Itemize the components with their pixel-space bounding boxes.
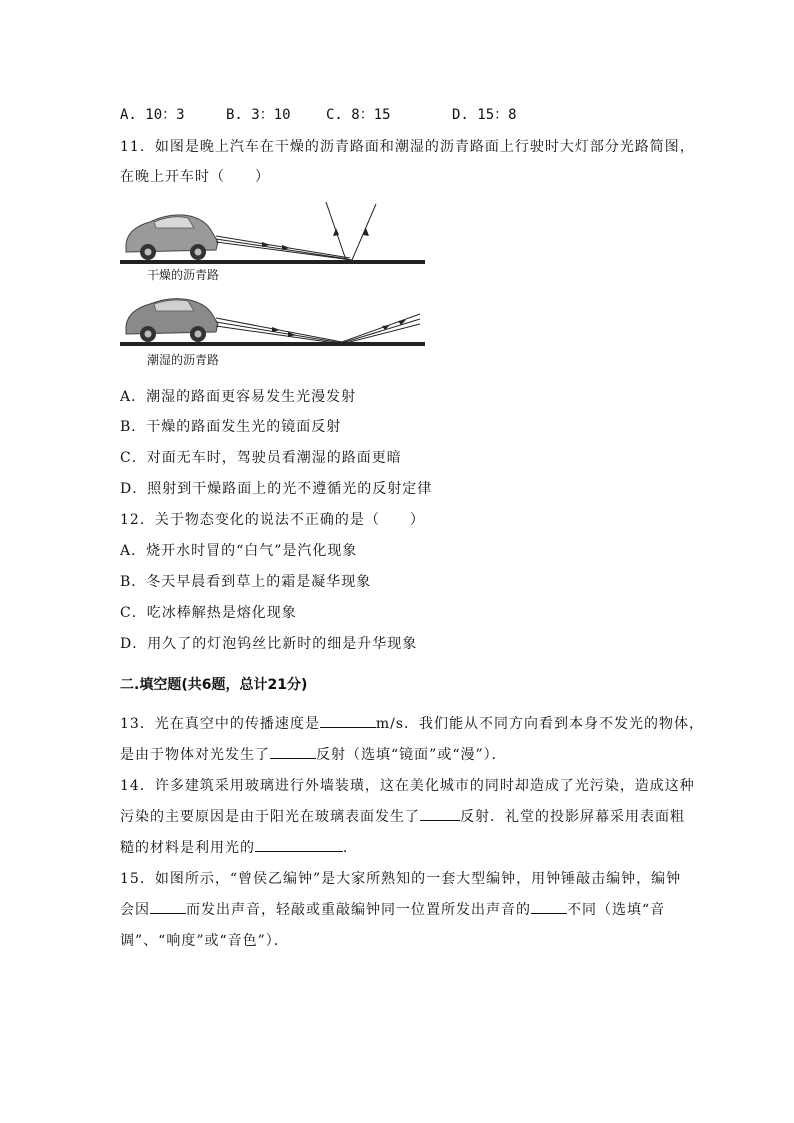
q14-text-1: 污染的主要原因是由于阳光在玻璃表面发生了 [120, 809, 420, 825]
car-icon [126, 215, 218, 260]
q11-stem-line1: 11．如图是晚上汽车在干燥的沥青路面和潮湿的沥青路面上行驶时大灯部分光路简图， [120, 139, 695, 155]
q13-blank-2 [270, 744, 316, 759]
q15-blank-1 [150, 899, 186, 914]
light-rays [216, 202, 376, 260]
q13-text-2: m/s．我们能从不同方向看到本身不发光的物体， [375, 716, 705, 732]
q14-blank-2 [255, 837, 343, 852]
q14-text-2: 反射．礼堂的投影屏幕采用表面粗 [460, 809, 685, 825]
q12-option-b: B．冬天早晨看到草上的霜是凝华现象 [120, 574, 372, 590]
q15-blank-2 [531, 899, 567, 914]
wet-road-diagram [120, 292, 430, 352]
wet-road-figure [120, 292, 430, 352]
q11-option-c: C．对面无车时，驾驶员看潮湿的路面更暗 [120, 450, 402, 466]
q12-option-c: C．吃冰棒解热是熔化现象 [120, 605, 297, 621]
q15-line2 [120, 899, 665, 919]
q15-text-2: 而发出声音，轻敲或重敲编钟同一位置所发出声音的 [186, 902, 531, 918]
q15-line3: 调”、“响度”或“音色”）． [120, 933, 289, 949]
q13-text-1: 13．光在真空中的传播速度是 [120, 716, 320, 732]
q14-line3 [120, 837, 358, 857]
q13-line1 [120, 713, 704, 733]
dry-road-label: 干燥的沥青路 [147, 268, 220, 282]
q13-line2 [120, 744, 507, 764]
q10-option-b: B. 3：10 [226, 107, 291, 123]
q15-line1: 15．如图所示，“曾侯乙编钟”是大家所熟知的一套大型编钟，用钟锤敲击编钟，编钟 [120, 871, 682, 887]
q10-option-c: C. 8：15 [326, 107, 391, 123]
q15-text-1: 会因 [120, 902, 150, 918]
q10-option-a: A. 10：3 [120, 107, 185, 123]
q12-option-a: A．烧开水时冒的“白气”是汽化现象 [120, 543, 358, 559]
road-surface [120, 260, 425, 264]
wet-road-label: 潮湿的沥青路 [147, 353, 220, 367]
section-heading: 二.填空题(共6题，总计21分) [120, 677, 308, 693]
q14-line2 [120, 806, 685, 826]
q13-text-3: 是由于物体对光发生了 [120, 747, 270, 763]
q12-option-d: D．用久了的灯泡钨丝比新时的细是升华现象 [120, 636, 418, 652]
q11-option-b: B．干燥的路面发生光的镜面反射 [120, 419, 342, 435]
q12-stem: 12．关于物态变化的说法不正确的是（ ） [120, 512, 425, 528]
q14-blank-1 [420, 806, 460, 821]
q10-option-d: D. 15：8 [452, 107, 517, 123]
q11-option-d: D．照射到干燥路面上的光不遵循光的反射定律 [120, 481, 433, 497]
q13-text-4: 反射（选填“镜面”或“漫”）． [316, 747, 507, 763]
q14-text-3: 糙的材料是利用光的 [120, 840, 255, 856]
car-icon [126, 299, 218, 342]
ray-arrows [262, 228, 369, 250]
ray-arrows [272, 320, 406, 337]
q13-blank-1 [320, 713, 376, 728]
light-rays [216, 314, 420, 344]
q11-option-a: A．潮湿的路面更容易发生光漫发射 [120, 389, 357, 405]
q15-text-3: 不同（选填“音 [567, 902, 666, 918]
q14-line1: 14．许多建筑采用玻璃进行外墙装璜，这在美化城市的同时却造成了光污染，造成这种 [120, 778, 695, 794]
q14-text-4: ． [343, 840, 358, 856]
road-surface [120, 342, 425, 346]
q11-stem-line2: 在晚上开车时（ ） [120, 169, 270, 185]
